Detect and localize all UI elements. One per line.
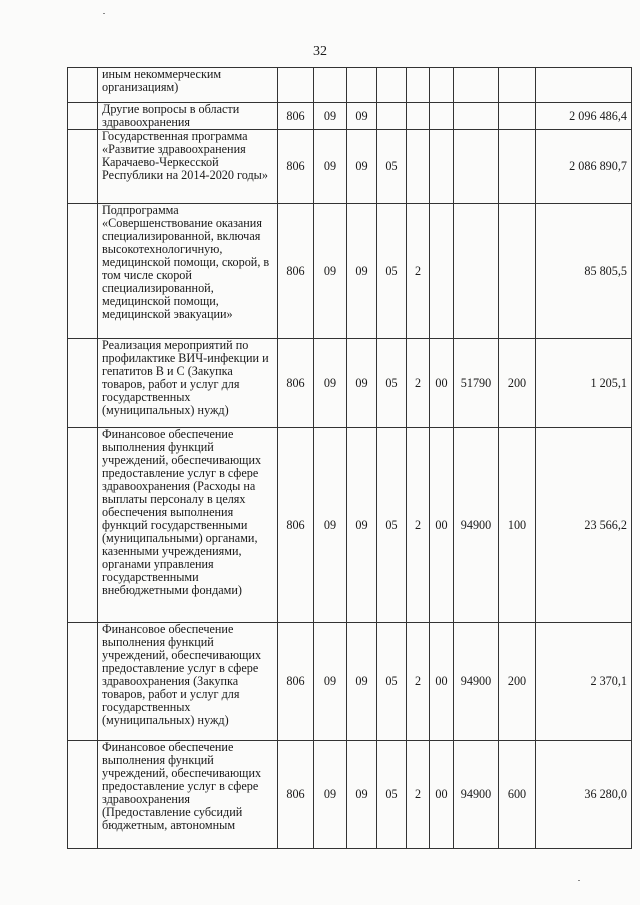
cell-subprogram bbox=[407, 68, 430, 103]
cell-program bbox=[377, 103, 407, 130]
table-row bbox=[68, 339, 632, 428]
cell-blank bbox=[68, 130, 98, 204]
cell-target bbox=[454, 68, 499, 103]
cell-subsection bbox=[347, 68, 377, 103]
cell-subprogram: 2 bbox=[407, 741, 430, 849]
cell-subsection: 09 bbox=[347, 204, 377, 339]
cell-direction: 00 bbox=[430, 623, 454, 741]
cell-subsection: 09 bbox=[347, 623, 377, 741]
cell-sum: 2 370,1 bbox=[536, 623, 632, 741]
table-row bbox=[68, 68, 632, 103]
cell-subprogram bbox=[407, 130, 430, 204]
cell-section: 09 bbox=[314, 103, 347, 130]
cell-direction bbox=[430, 68, 454, 103]
cell-sum: 2 086 890,7 bbox=[536, 130, 632, 204]
cell-expense: 100 bbox=[499, 428, 536, 623]
scan-speck bbox=[578, 880, 580, 881]
cell-direction bbox=[430, 204, 454, 339]
cell-section: 09 bbox=[314, 204, 347, 339]
table-row bbox=[68, 103, 632, 130]
cell-subsection: 09 bbox=[347, 428, 377, 623]
cell-subprogram bbox=[407, 103, 430, 130]
table-row bbox=[68, 623, 632, 741]
cell-subsection: 09 bbox=[347, 339, 377, 428]
cell-direction bbox=[430, 103, 454, 130]
cell-direction: 00 bbox=[430, 339, 454, 428]
cell-direction: 00 bbox=[430, 741, 454, 849]
cell-code: 806 bbox=[278, 339, 314, 428]
cell-target bbox=[454, 130, 499, 204]
cell-program: 05 bbox=[377, 130, 407, 204]
cell-name: Финансовое обеспечение выполнения функций учреждений, обеспечивающих предоставление услуг в сфере здравоохранения (Предоставление субсидий бюджетным, автономным bbox=[98, 741, 278, 849]
cell-subprogram: 2 bbox=[407, 339, 430, 428]
cell-program: 05 bbox=[377, 741, 407, 849]
cell-program: 05 bbox=[377, 623, 407, 741]
cell-code: 806 bbox=[278, 130, 314, 204]
cell-sum: 1 205,1 bbox=[536, 339, 632, 428]
cell-expense bbox=[499, 130, 536, 204]
cell-target bbox=[454, 103, 499, 130]
scan-speck bbox=[103, 13, 105, 14]
cell-name: Реализация мероприятий по профилактике ВИЧ-инфекции и гепатитов В и С (Закупка товаров, работ и услуг для государственных (муниципальных) нужд) bbox=[98, 339, 278, 428]
cell-subsection: 09 bbox=[347, 103, 377, 130]
cell-expense bbox=[499, 68, 536, 103]
cell-blank bbox=[68, 339, 98, 428]
cell-subprogram: 2 bbox=[407, 623, 430, 741]
cell-sum: 2 096 486,4 bbox=[536, 103, 632, 130]
budget-table bbox=[67, 67, 632, 849]
cell-code: 806 bbox=[278, 428, 314, 623]
cell-target: 94900 bbox=[454, 623, 499, 741]
cell-name: Финансовое обеспечение выполнения функций учреждений, обеспечивающих предоставление услуг в сфере здравоохранения (Расходы на выплаты персоналу в целях обеспечения выполнения функций государственными (муниципальными) органами, казенными учреждениями, органами управления государственными внебюджетными фондами) bbox=[98, 428, 278, 623]
cell-section: 09 bbox=[314, 428, 347, 623]
cell-program: 05 bbox=[377, 339, 407, 428]
cell-subsection: 09 bbox=[347, 130, 377, 204]
table-row bbox=[68, 204, 632, 339]
cell-expense bbox=[499, 103, 536, 130]
cell-name: Подпрограмма «Совершенствование оказания специализированной, включая высокотехнологичную, медицинской помощи, скорой, в том числе скорой специализированной, медицинской помощи, медицинской эвакуации» bbox=[98, 204, 278, 339]
cell-section: 09 bbox=[314, 623, 347, 741]
cell-code: 806 bbox=[278, 204, 314, 339]
cell-program: 05 bbox=[377, 428, 407, 623]
cell-name: Финансовое обеспечение выполнения функций учреждений, обеспечивающих предоставление услуг в сфере здравоохранения (Закупка товаров, работ и услуг для государственных (муниципальных) нужд) bbox=[98, 623, 278, 741]
cell-name: иным некоммерческим организациям) bbox=[98, 68, 278, 103]
table-row bbox=[68, 130, 632, 204]
cell-blank bbox=[68, 623, 98, 741]
cell-sum: 23 566,2 bbox=[536, 428, 632, 623]
cell-direction bbox=[430, 130, 454, 204]
cell-sum: 85 805,5 bbox=[536, 204, 632, 339]
cell-sum: 36 280,0 bbox=[536, 741, 632, 849]
cell-code: 806 bbox=[278, 741, 314, 849]
cell-sum bbox=[536, 68, 632, 103]
cell-target: 94900 bbox=[454, 428, 499, 623]
cell-name: Другие вопросы в области здравоохранения bbox=[98, 103, 278, 130]
cell-blank bbox=[68, 204, 98, 339]
cell-program: 05 bbox=[377, 204, 407, 339]
cell-code bbox=[278, 68, 314, 103]
cell-section: 09 bbox=[314, 741, 347, 849]
cell-code: 806 bbox=[278, 623, 314, 741]
cell-target bbox=[454, 204, 499, 339]
cell-blank bbox=[68, 741, 98, 849]
cell-name: Государственная программа «Развитие здравоохранения Карачаево-Черкесской Республики на 2014-2020 годы» bbox=[98, 130, 278, 204]
cell-blank bbox=[68, 103, 98, 130]
table-row bbox=[68, 428, 632, 623]
cell-section bbox=[314, 68, 347, 103]
table-row bbox=[68, 741, 632, 849]
page-number: 32 bbox=[313, 44, 327, 59]
cell-expense bbox=[499, 204, 536, 339]
cell-code: 806 bbox=[278, 103, 314, 130]
cell-section: 09 bbox=[314, 130, 347, 204]
cell-expense: 200 bbox=[499, 339, 536, 428]
cell-expense: 600 bbox=[499, 741, 536, 849]
cell-section: 09 bbox=[314, 339, 347, 428]
cell-blank bbox=[68, 68, 98, 103]
cell-subsection: 09 bbox=[347, 741, 377, 849]
cell-subprogram: 2 bbox=[407, 204, 430, 339]
cell-target: 94900 bbox=[454, 741, 499, 849]
cell-direction: 00 bbox=[430, 428, 454, 623]
cell-target: 51790 bbox=[454, 339, 499, 428]
cell-blank bbox=[68, 428, 98, 623]
cell-subprogram: 2 bbox=[407, 428, 430, 623]
cell-expense: 200 bbox=[499, 623, 536, 741]
cell-program bbox=[377, 68, 407, 103]
